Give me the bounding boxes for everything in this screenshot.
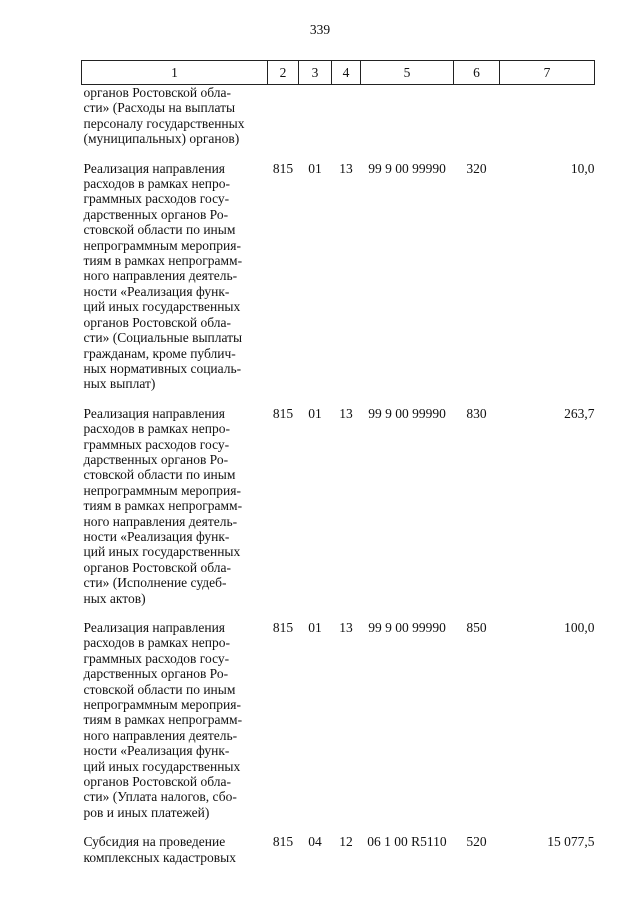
- section-code-cell: 04: [308, 834, 322, 850]
- header-col-2: 2: [268, 61, 299, 85]
- header-col-5: 5: [361, 61, 454, 85]
- description-line: органов Ростовской обла-: [83, 774, 231, 790]
- description-line: ного направления деятель-: [83, 513, 238, 529]
- row-spacer: [82, 606, 595, 620]
- expense-type-cell: 520: [466, 834, 487, 850]
- description-line: Реализация направления: [83, 405, 226, 421]
- ministry-code-cell: 815: [272, 834, 294, 850]
- description-line: ности «Реализация функ-: [83, 528, 230, 544]
- subsection-code-cell: 13: [339, 160, 353, 176]
- header-row: [82, 61, 595, 85]
- description-line: непрограммным мероприя-: [83, 237, 241, 253]
- description-line: органов Ростовской обла-: [83, 314, 231, 330]
- table-row: [82, 834, 595, 865]
- row-description: [82, 161, 268, 392]
- table-row: [82, 620, 595, 820]
- description-line: непрограммным мероприя-: [83, 697, 241, 713]
- description-line: расходов в рамках непро-: [83, 635, 230, 651]
- description-line: органов Ростовской обла-: [83, 559, 231, 575]
- table-row: [82, 85, 595, 147]
- row-spacer-cell: [82, 606, 595, 620]
- description-line: ности «Реализация функ-: [83, 743, 230, 759]
- target-article-cell: 06 1 00 R5110: [367, 834, 447, 850]
- header-col-6: 6: [454, 61, 500, 85]
- target-article-cell: 99 9 00 99990: [368, 405, 446, 421]
- subsection-code-cell: [332, 85, 361, 147]
- expense-type-cell: 830: [466, 405, 487, 421]
- description-line: стовской области по иным: [83, 467, 236, 483]
- description-line: граммных расходов госу-: [83, 650, 230, 666]
- subsection-code-cell: 13: [339, 405, 353, 421]
- description-line: стовской области по иным: [83, 222, 236, 238]
- section-code-cell: 01: [308, 160, 322, 176]
- description-line: сти» (Расходы на выплаты: [83, 100, 236, 116]
- header-col-1: 1: [82, 61, 268, 85]
- ministry-code-cell: 815: [272, 620, 294, 635]
- description-line: граммных расходов госу-: [83, 191, 230, 207]
- description-line: расходов в рамках непро-: [83, 176, 230, 192]
- description-line: органов Ростовской обла-: [83, 85, 231, 100]
- description-line: сти» (Социальные выплаты: [83, 330, 243, 346]
- description-line: сти» (Исполнение судеб-: [83, 575, 227, 591]
- description-line: Реализация направления: [83, 620, 226, 635]
- subsection-code-cell: 13: [339, 620, 353, 635]
- table-row: [82, 161, 595, 392]
- row-spacer-cell: [82, 820, 595, 834]
- row-spacer-cell: [82, 392, 595, 406]
- target-article-cell: [361, 85, 454, 147]
- expense-type-cell: 850: [466, 620, 487, 635]
- description-line: ного направления деятель-: [83, 727, 238, 743]
- description-line: ного направления деятель-: [83, 268, 238, 284]
- description-line: Субсидия на проведение: [83, 834, 226, 850]
- description-line: ций иных государственных: [83, 544, 241, 560]
- row-description: [82, 85, 268, 147]
- header-col-3: 3: [299, 61, 332, 85]
- description-line: персоналу государственных: [83, 115, 245, 131]
- description-line: дарственных органов Ро-: [83, 666, 229, 682]
- description-line: тиям в рамках непрограмм-: [83, 712, 243, 728]
- row-description: [82, 834, 268, 865]
- description-line: ности «Реализация функ-: [83, 283, 230, 299]
- description-line: ных нормативных социаль-: [83, 360, 242, 376]
- amount-cell: 263,7: [564, 405, 595, 421]
- description-line: непрограммным мероприя-: [83, 482, 241, 498]
- description-line: ций иных государственных: [83, 758, 241, 774]
- description-line: комплексных кадастровых: [83, 849, 236, 865]
- row-description: [82, 620, 268, 820]
- row-spacer-cell: [82, 147, 595, 161]
- expense-type-cell: 320: [466, 160, 487, 176]
- description-line: гражданам, кроме публич-: [83, 345, 236, 361]
- description-line: дарственных органов Ро-: [83, 206, 229, 222]
- amount-cell: 15 077,5: [547, 834, 595, 850]
- budget-table: [81, 60, 595, 865]
- description-line: граммных расходов госу-: [83, 436, 230, 452]
- row-spacer: [82, 820, 595, 834]
- description-line: (муниципальных) органов): [83, 131, 240, 147]
- header-col-4: 4: [332, 61, 361, 85]
- description-line: ций иных государственных: [83, 299, 241, 315]
- header-col-7: 7: [500, 61, 595, 85]
- description-line: сти» (Уплата налогов, сбо-: [83, 789, 237, 805]
- amount-cell: [500, 85, 595, 147]
- target-article-cell: 99 9 00 99990: [368, 620, 446, 635]
- table-row: [82, 406, 595, 606]
- description-line: дарственных органов Ро-: [83, 451, 229, 467]
- amount-cell: 100,0: [564, 620, 595, 635]
- target-article-cell: 99 9 00 99990: [368, 160, 446, 176]
- description-line: ных выплат): [83, 376, 156, 392]
- ministry-code-cell: [268, 85, 299, 147]
- amount-cell: 10,0: [570, 160, 595, 176]
- row-description: [82, 406, 268, 606]
- description-line: стовской области по иным: [83, 681, 236, 697]
- section-code-cell: 01: [308, 620, 322, 635]
- description-line: ных актов): [83, 590, 146, 606]
- subsection-code-cell: 12: [339, 834, 353, 850]
- description-line: тиям в рамках непрограмм-: [83, 253, 243, 269]
- description-line: ров и иных платежей): [83, 804, 210, 820]
- description-line: тиям в рамках непрограмм-: [83, 498, 243, 514]
- ministry-code-cell: 815: [272, 160, 294, 176]
- description-line: Реализация направления: [83, 160, 226, 176]
- page-number: 339: [309, 22, 331, 37]
- row-spacer: [82, 392, 595, 406]
- section-code-cell: 01: [308, 405, 322, 421]
- row-spacer: [82, 147, 595, 161]
- table-body: [82, 85, 595, 866]
- section-code-cell: [299, 85, 332, 147]
- expense-type-cell: [454, 85, 500, 147]
- ministry-code-cell: 815: [272, 405, 294, 421]
- description-line: расходов в рамках непро-: [83, 421, 230, 437]
